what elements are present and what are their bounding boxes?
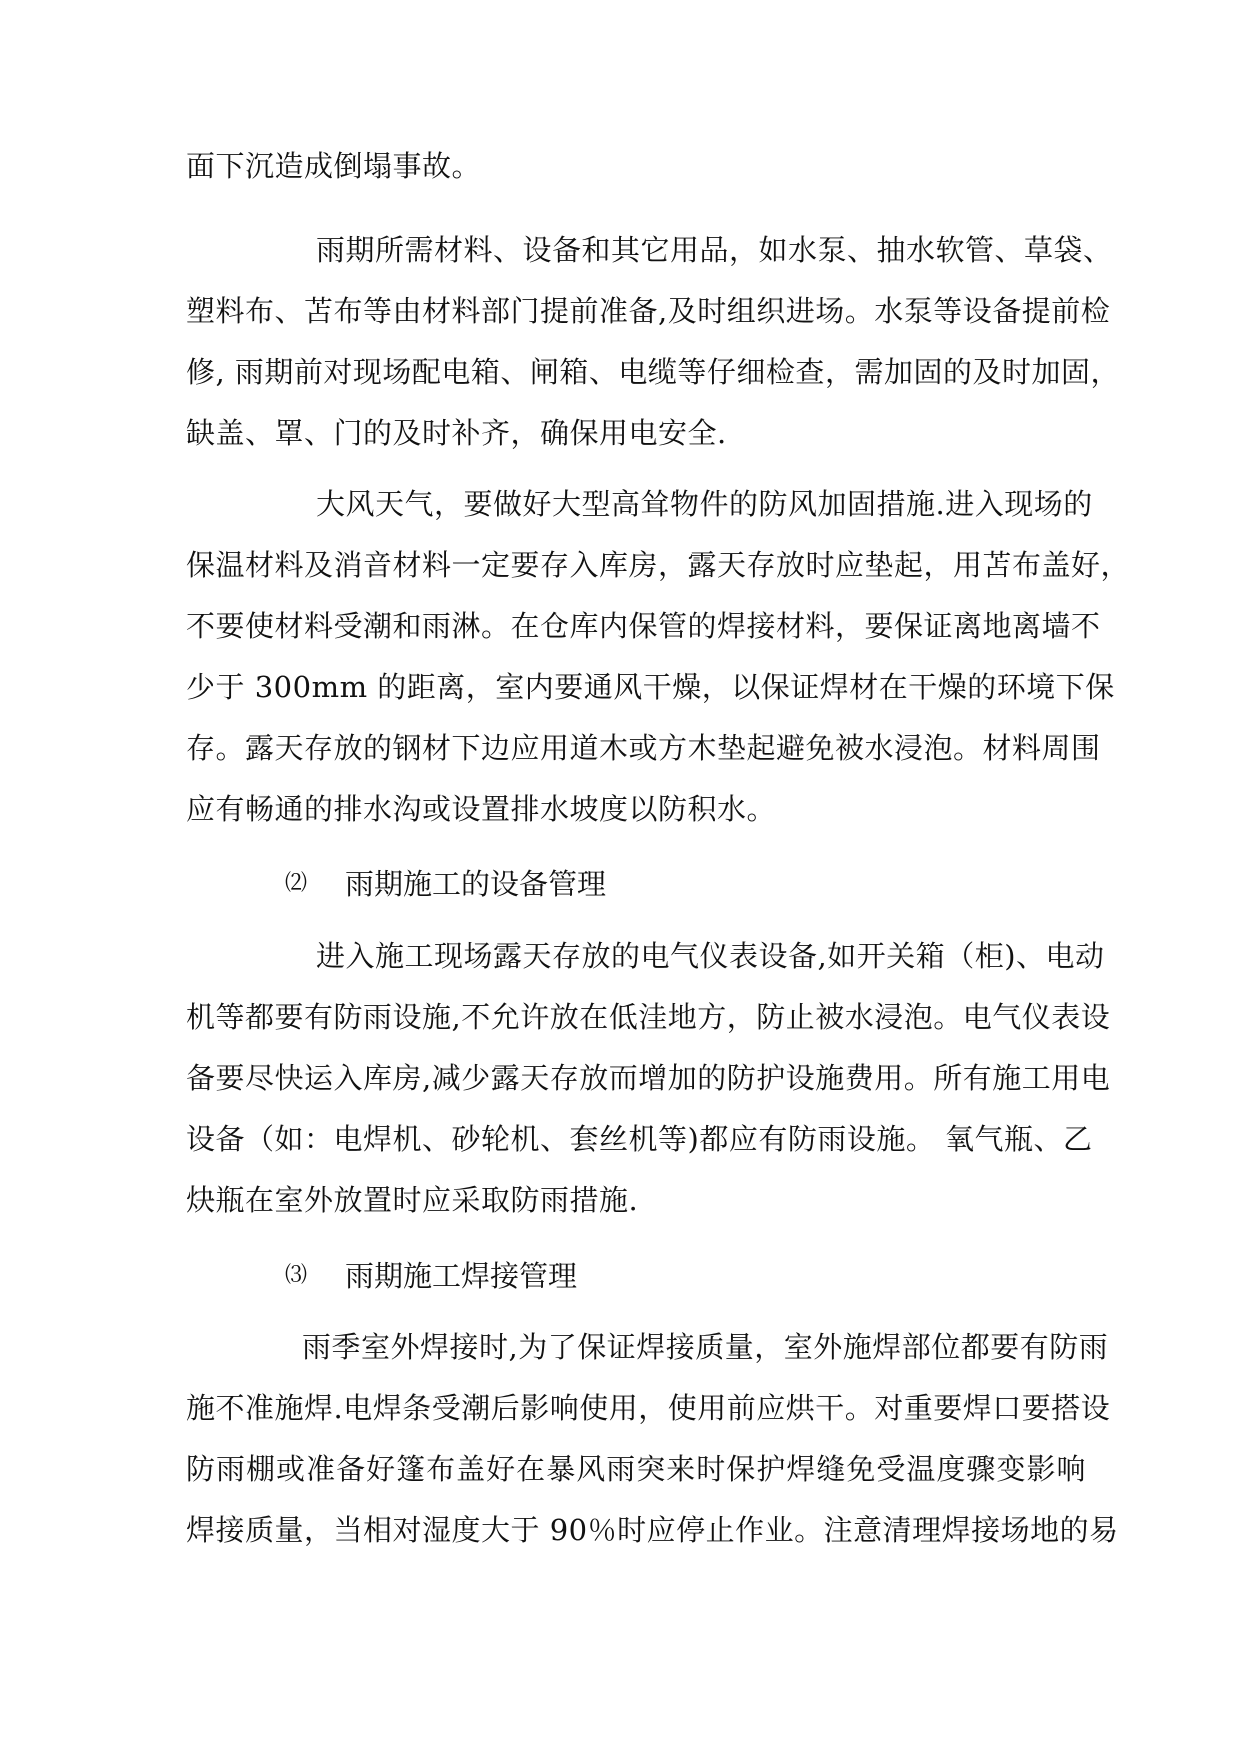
paragraph-line: 机等都要有防雨设施,不允许放在低洼地方，防止被水浸泡。电气仪表设 (186, 1000, 1111, 1034)
paragraph-line: 进入施工现场露天存放的电气仪表设备,如开关箱（柜)、电动 (316, 939, 1105, 973)
section-heading: 雨期施工的设备管理 (345, 867, 607, 901)
paragraph-line: 面下沉造成倒塌事故。 (186, 149, 482, 183)
paragraph-line: 少于 300mm 的距离，室内要通风干燥，以保证焊材在干燥的环境下保 (186, 670, 1115, 704)
paragraph-line: 塑料布、苫布等由材料部门提前准备,及时组织进场。水泵等设备提前检 (186, 294, 1111, 328)
paragraph-line: 雨季室外焊接时,为了保证焊接质量，室外施焊部位都要有防雨 (302, 1330, 1109, 1364)
paragraph-line: 缺盖、罩、门的及时补齐，确保用电安全. (186, 416, 727, 450)
paragraph-line: 保温材料及消音材料一定要存入库房，露天存放时应垫起，用苫布盖好， (186, 548, 1131, 582)
paragraph-line: 应有畅通的排水沟或设置排水坡度以防积水。 (186, 792, 777, 826)
paragraph-line: 防雨棚或准备好篷布盖好在暴风雨突来时保护焊缝免受温度骤变影响 (186, 1452, 1086, 1486)
paragraph-line: 施不准施焊.电焊条受潮后影响使用，使用前应烘干。对重要焊口要搭设 (186, 1391, 1111, 1425)
paragraph-line: 不要使材料受潮和雨淋。在仓库内保管的焊接材料，要保证离地离墙不 (186, 609, 1101, 643)
paragraph-line: 备要尽快运入库房,减少露天存放而增加的防护设施费用。所有施工用电 (186, 1061, 1111, 1095)
section-heading: 雨期施工焊接管理 (345, 1259, 578, 1293)
section-number: ⑵ (285, 871, 308, 896)
paragraph-line: 修, 雨期前对现场配电箱、闸箱、电缆等仔细检查，需加固的及时加固， (186, 355, 1120, 389)
section-number: ⑶ (285, 1263, 308, 1288)
paragraph-line: 大风天气，要做好大型高耸物件的防风加固措施.进入现场的 (316, 487, 1093, 521)
paragraph-line: 炔瓶在室外放置时应采取防雨措施. (186, 1183, 639, 1217)
paragraph-line: 焊接质量，当相对湿度大于 90％时应停止作业。注意清理焊接场地的易 (186, 1513, 1119, 1547)
paragraph-line: 雨期所需材料、设备和其它用品，如水泵、抽水软管、草袋、 (316, 233, 1113, 267)
paragraph-line: 存。露天存放的钢材下边应用道木或方木垫起避免被水浸泡。材料周围 (186, 731, 1101, 765)
paragraph-line: 设备（如：电焊机、砂轮机、套丝机等)都应有防雨设施。 氧气瓶、乙 (186, 1122, 1093, 1156)
